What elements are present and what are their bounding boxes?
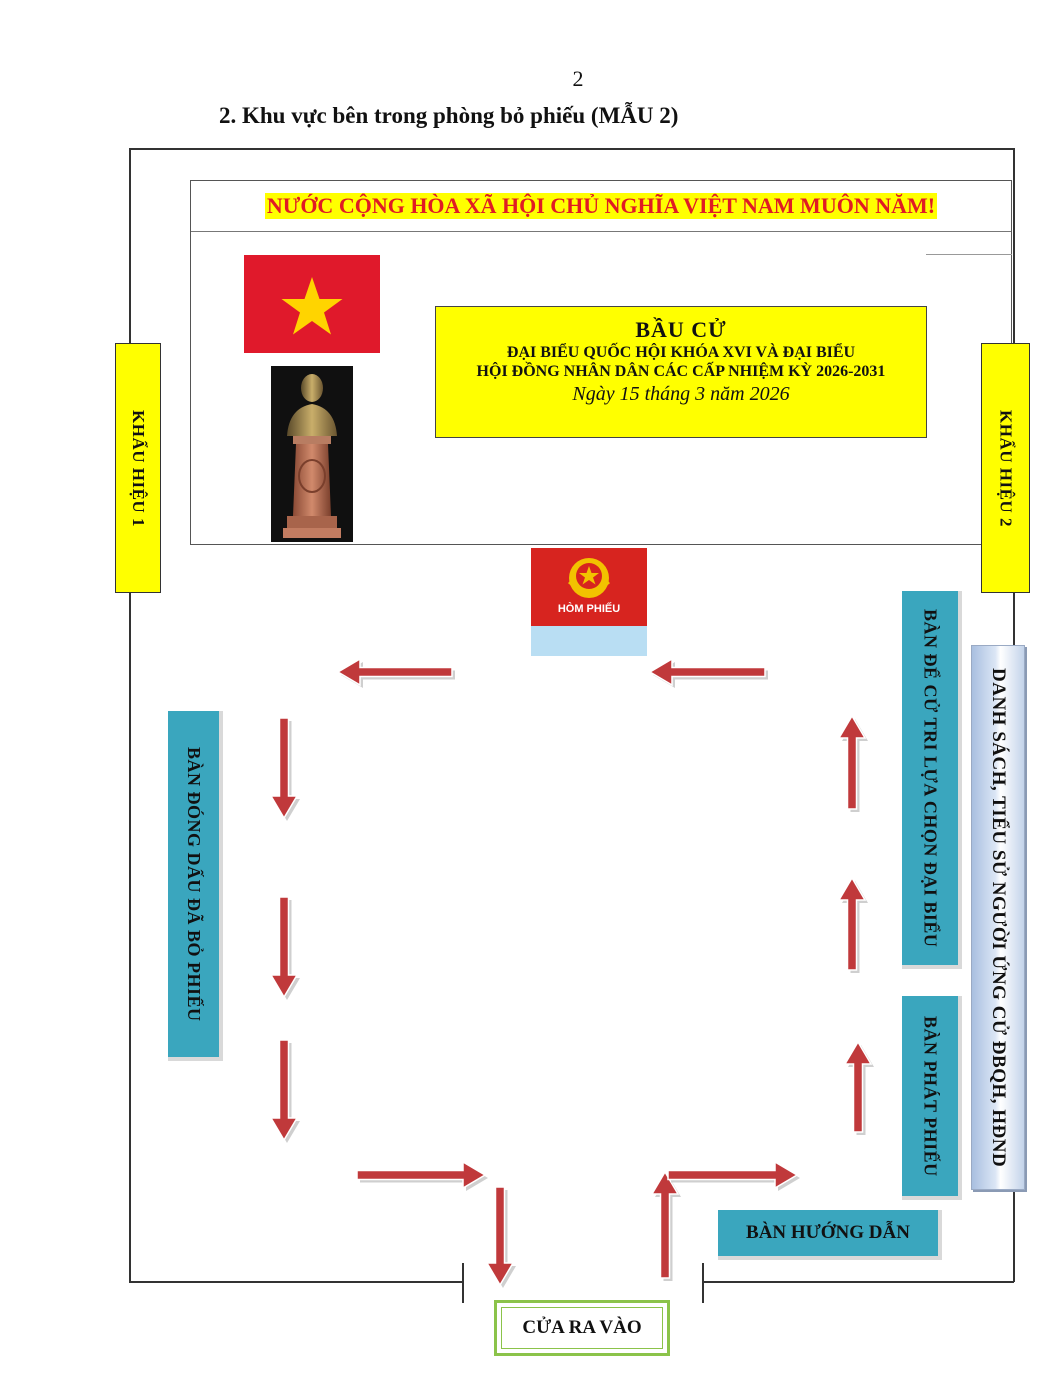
ballot-box-label: HÒM PHIẾU: [557, 603, 621, 615]
room-wall-bottom-right: [702, 1281, 1014, 1283]
flow-arrow-shadow: [655, 1175, 681, 1281]
election-line-1: ĐẠI BIỂU QUỐC HỘI KHÓA XVI VÀ ĐẠI BIỂU: [506, 344, 856, 361]
slogan-banner-2: [981, 343, 1030, 593]
door-jamb-right: [702, 1263, 704, 1303]
flow-arrow-shadow: [653, 662, 768, 688]
flow-arrow-2: [650, 659, 765, 685]
election-banner: [435, 306, 927, 438]
flow-arrow-12: [845, 1042, 871, 1132]
flow-arrow-shadow: [274, 1043, 300, 1143]
dashed-divider: [926, 254, 1012, 255]
guidance-table: [718, 1210, 942, 1260]
flow-arrow-shadow: [274, 900, 300, 1000]
flow-arrow-shadow: [490, 1190, 516, 1288]
candidate-list-board: [971, 645, 1025, 1190]
entrance-door: [494, 1300, 670, 1356]
slogan-banner-1-label: KHẨU HIỆU 1: [129, 409, 148, 527]
flow-arrow-9: [668, 1162, 797, 1188]
slogan-text: NƯỚC CỘNG HÒA XÃ HỘI CHỦ NGHĨA VIỆT NAM MUÔN NĂM!: [266, 193, 936, 218]
election-title: BẦU CỬ: [635, 317, 727, 342]
election-date: Ngày 15 tháng 3 năm 2026: [572, 383, 790, 405]
door-jamb-left: [462, 1263, 464, 1303]
ballot-issue-table-label: BÀN PHÁT PHIẾU: [920, 1015, 941, 1177]
ballot-box: [531, 548, 647, 656]
flow-arrow-3: [271, 718, 297, 818]
room-wall-top: [129, 148, 1014, 150]
stamp-table-label: BÀN ĐÓNG DẤU ĐÃ BỎ PHIẾU: [184, 746, 204, 1022]
slogan-strip: [191, 181, 1011, 232]
voting-booth-table: [902, 591, 962, 969]
slogan-banner-1: [115, 343, 161, 593]
flow-arrow-shadow: [671, 1165, 800, 1191]
guidance-table-label: BÀN HƯỚNG DẪN: [746, 1222, 910, 1243]
room-wall-left: [129, 148, 131, 1282]
flow-arrow-shadow: [842, 881, 868, 973]
flow-arrow-shadow: [842, 719, 868, 812]
star-icon: [244, 255, 380, 353]
flow-arrow-8: [652, 1172, 678, 1278]
flow-arrow-shadow: [274, 721, 300, 821]
bust-image: [271, 366, 353, 542]
section-title: 2. Khu vực bên trong phòng bỏ phiếu (MẪU 2): [219, 103, 679, 128]
bust-statue-icon: [271, 366, 353, 542]
flow-arrow-11: [839, 878, 865, 970]
flow-arrow-6: [357, 1162, 485, 1188]
flow-arrow-1: [338, 659, 452, 685]
flow-arrow-shadow: [360, 1165, 488, 1191]
candidate-list-label: DANH SÁCH, TIỂU SỬ NGƯỜI ỨNG CỬ ĐBQH, HĐND: [988, 667, 1009, 1168]
room-wall-bottom-left: [129, 1281, 463, 1283]
flow-arrow-shadow: [848, 1045, 874, 1135]
flow-arrow-4: [271, 897, 297, 997]
flow-arrow-7: [487, 1187, 513, 1285]
national-flag: [244, 255, 380, 353]
flow-arrow-shadow: [341, 662, 455, 688]
entrance-label: CỬA RA VÀO: [522, 1317, 642, 1338]
flow-arrow-10: [839, 716, 865, 809]
page-number: 2: [572, 66, 584, 91]
ballot-issue-table: [902, 996, 962, 1200]
voting-booth-table-label: BÀN ĐỂ CỬ TRI LỰA CHỌN ĐẠI BIỂU: [920, 608, 941, 948]
stamp-table: [168, 711, 223, 1061]
slogan-banner-2-label: KHẨU HIỆU 2: [996, 409, 1016, 527]
flow-arrow-5: [271, 1040, 297, 1140]
election-line-2: HỘI ĐỒNG NHÂN DÂN CÁC CẤP NHIỆM KỲ 2026-2031: [476, 363, 886, 380]
